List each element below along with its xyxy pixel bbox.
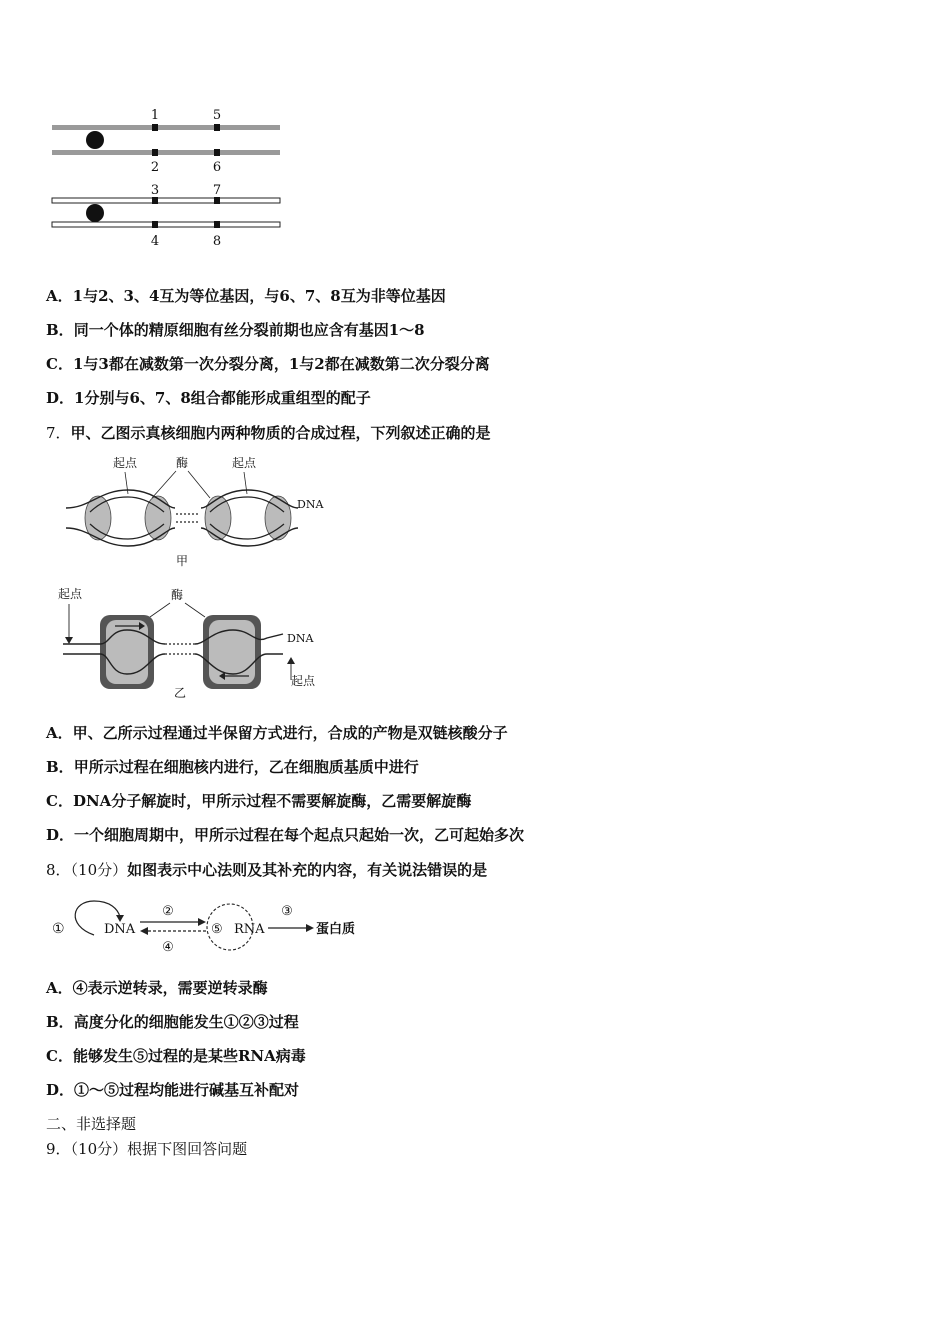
option-text: 1与2、3、4互为等位基因，与6、7、8互为非等位基因 xyxy=(72,287,446,305)
question-score: （10分） xyxy=(70,861,128,879)
label-8: 8 xyxy=(212,234,222,249)
label-4: 4 xyxy=(150,234,160,249)
circled-1: ① xyxy=(52,921,65,937)
q6-option-a xyxy=(46,286,446,306)
q7-stem xyxy=(46,423,491,443)
centromere-lower xyxy=(86,204,104,222)
origin-label-1: 起点 xyxy=(112,456,138,470)
gene-locus-8 xyxy=(214,221,220,228)
question-number: 7． xyxy=(46,424,71,442)
gene-locus-2 xyxy=(152,149,158,156)
option-text: DNA分子解旋时，甲所示过程不需要解旋酶，乙需要解旋酶 xyxy=(72,792,472,810)
option-text: 一个细胞周期中，甲所示过程在每个起点只起始一次，乙可起始多次 xyxy=(74,826,525,844)
protein-label: 蛋白质 xyxy=(316,922,356,937)
rna-label: RNA xyxy=(234,922,265,937)
dna-label: DNA xyxy=(287,632,314,645)
figure-yi xyxy=(55,582,345,702)
option-text: 1与3都在减数第一次分裂分离，1与2都在减数第二次分裂分离 xyxy=(72,355,490,373)
option-text: 甲、乙所示过程通过半保留方式进行，合成的产物是双链核酸分子 xyxy=(72,724,508,742)
q9-stem xyxy=(46,1139,247,1159)
enzyme-label: 酶 xyxy=(175,456,189,470)
q7-option-a xyxy=(46,723,508,743)
option-letter: C． xyxy=(46,792,73,810)
option-letter: A． xyxy=(46,979,73,997)
option-text: 同一个体的精原细胞有丝分裂前期也应含有基因1～8 xyxy=(73,321,425,339)
option-letter: C． xyxy=(46,1047,73,1065)
chromosome-figure xyxy=(40,100,300,260)
q7-option-b xyxy=(46,757,419,777)
question-text: 根据下图回答问题 xyxy=(127,1140,248,1158)
enzyme-shape xyxy=(205,496,231,540)
origin-label-2: 起点 xyxy=(231,456,257,470)
option-text: ④表示逆转录，需要逆转录酶 xyxy=(72,979,268,997)
option-letter: B． xyxy=(46,321,74,339)
origin-label-2: 起点 xyxy=(291,674,316,688)
question-number: 9． xyxy=(46,1140,71,1158)
option-text: 能够发生⑤过程的是某些RNA病毒 xyxy=(72,1047,306,1065)
question-score: （10分） xyxy=(70,1140,128,1158)
circled-5: ⑤ xyxy=(211,922,223,937)
q6-option-c xyxy=(46,354,490,374)
option-letter: A． xyxy=(46,287,73,305)
option-letter: D． xyxy=(46,1081,75,1099)
section-heading: 二、非选择题 xyxy=(46,1115,137,1133)
gene-locus-5 xyxy=(214,124,220,131)
centromere-upper xyxy=(86,131,104,149)
option-letter: B． xyxy=(46,1013,74,1031)
option-text: 甲所示过程在细胞核内进行，乙在细胞质基质中进行 xyxy=(73,758,419,776)
enzyme-label: 酶 xyxy=(170,588,184,602)
q8-option-b xyxy=(46,1012,299,1032)
q7-option-c xyxy=(46,791,471,811)
label-1: 1 xyxy=(150,108,160,123)
question-text: 甲、乙图示真核细胞内两种物质的合成过程，下列叙述正确的是 xyxy=(70,424,491,442)
dna-label: DNA xyxy=(104,922,136,937)
q8-option-c xyxy=(46,1046,306,1066)
option-letter: C． xyxy=(46,355,73,373)
q8-stem xyxy=(46,860,487,880)
question-text: 如图表示中心法则及其补充的内容，有关说法错误的是 xyxy=(127,861,488,879)
option-text: 高度分化的细胞能发生①②③过程 xyxy=(73,1013,299,1031)
label-6: 6 xyxy=(212,160,222,175)
gene-locus-1 xyxy=(152,124,158,131)
chromosome-2a xyxy=(52,198,280,203)
option-letter: D． xyxy=(46,389,75,407)
option-letter: A． xyxy=(46,724,73,742)
central-dogma-figure xyxy=(46,895,376,960)
option-letter: D． xyxy=(46,826,75,844)
chromosome-1a xyxy=(52,125,280,130)
option-letter: B． xyxy=(46,758,74,776)
q7-option-d xyxy=(46,825,524,845)
circled-2: ② xyxy=(162,904,174,919)
q6-option-d xyxy=(46,388,371,408)
origin-label-1: 起点 xyxy=(57,587,83,601)
question-number: 8． xyxy=(46,861,71,879)
option-text: ①～⑤过程均能进行碱基互补配对 xyxy=(74,1081,300,1099)
chromosome-1b xyxy=(52,150,280,155)
gene-locus-6 xyxy=(214,149,220,156)
circled-3: ③ xyxy=(281,904,293,919)
caption-jia: 甲 xyxy=(175,554,189,568)
q6-option-b xyxy=(46,320,425,340)
label-3: 3 xyxy=(150,183,160,198)
q8-option-d xyxy=(46,1080,299,1100)
gene-locus-4 xyxy=(152,221,158,228)
chromosome-2b xyxy=(52,222,280,227)
label-7: 7 xyxy=(212,183,222,198)
gene-locus-7 xyxy=(214,197,220,204)
label-2: 2 xyxy=(150,160,160,175)
option-text: 1分别与6、7、8组合都能形成重组型的配子 xyxy=(74,389,371,407)
circled-4: ④ xyxy=(162,940,174,955)
caption-yi: 乙 xyxy=(173,686,187,700)
label-5: 5 xyxy=(212,108,222,123)
dna-label: DNA xyxy=(297,498,324,511)
q8-option-a xyxy=(46,978,268,998)
figure-jia xyxy=(60,450,340,570)
gene-locus-3 xyxy=(152,197,158,204)
